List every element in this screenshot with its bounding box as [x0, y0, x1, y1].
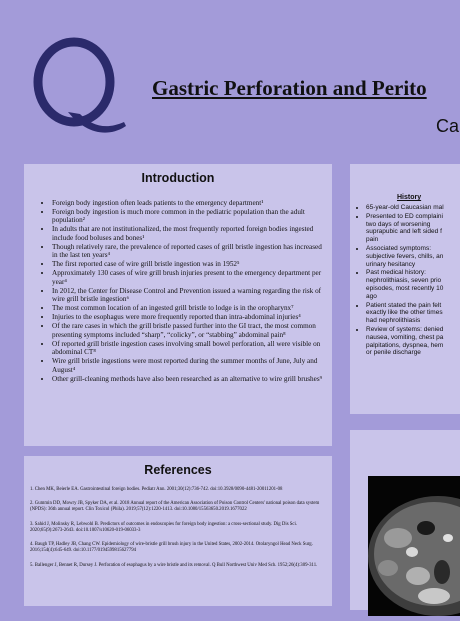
ct-scan-image — [368, 476, 460, 616]
list-item: • Foreign body ingestion is much more common in the pediatric population than the adult population² — [52, 208, 326, 225]
list-item: • Injuries to the esophagus were more frequently reported than intra-abdominal injuries⁴ — [52, 313, 326, 321]
references-list — [30, 487, 326, 569]
list-item: • The first reported case of wire grill bristle ingestion was in 1952⁵ — [52, 260, 326, 268]
q-logo-icon — [28, 34, 128, 144]
introduction-title: Introduction — [141, 171, 215, 185]
reference-item: 2. Gummin DD, Mowry JB, Spyker DA, et al. 2018 Annual report of the American Association of Poison Control Centers' national poison data system (NPDS): 36th annual report. Clin Toxicol (Phila). 2019;57(12):1220-1413. doi:10.1080/15563650.2019.1677022 — [30, 501, 320, 513]
reference-item: 5. Ballenger J, Bennet R, Dursey J. Perforation of esophagus by a wire bristle and its removal. Q Bull Northwest Univ Med Sch. 1952;26(4):309-311. — [30, 562, 318, 568]
introduction-list — [42, 199, 326, 383]
list-item: • Foreign body ingestion often leads patients to the emergency department¹ — [52, 199, 326, 207]
poster-header — [0, 0, 460, 150]
list-item: • Of reported grill bristle ingestion cases involving small bowel perforation, all were visible on abdominal CT⁸ — [52, 340, 326, 357]
list-item: • Though relatively rare, the prevalence of reported cases of grill bristle ingestion has increased in the last ten years⁴ — [52, 243, 326, 260]
list-item: • Approximately 130 cases of wire grill brush injuries present to the emergency department per year⁴ — [52, 269, 326, 286]
list-item: • Patient stated the pain felt exactly like the other times had nephrolithiasis — [366, 302, 460, 325]
reference-item: 1. Chen MK, Beierle EA. Gastrointestinal foreign bodies. Pediatr Ann. 2001;30(12):736-742. doi:10.3928/0090-4481-20011201-08 — [30, 487, 283, 492]
case-presentation-panel — [350, 164, 460, 414]
list-item: • Review of systems: denied nausea, vomiting, chest pa palpitations, dyspnea, hem or penile discharge — [366, 326, 460, 357]
list-item: • Of the rare cases in which the grill bristle passed further into the GI tract, the most common presenting symptoms included “sharp”, “colicky”, or “stabbing” abdominal pain⁸ — [52, 322, 326, 339]
list-item: • In 2012, the Center for Disease Control and Prevention issued a warning regarding the risk of wire grill bristle ingestion⁶ — [52, 287, 326, 304]
imaging-panel — [350, 430, 460, 610]
introduction-panel — [24, 164, 332, 446]
history-heading: History — [397, 194, 422, 201]
list-item: • Past medical history: nephrolithiasis, seven prio episodes, most recently 10 ago — [366, 269, 460, 300]
list-item: • 65-year-old Caucasian mal — [366, 204, 460, 212]
list-item: • Other grill-cleaning methods have also been researched as an alternative to wire grill brushes⁹ — [52, 375, 326, 383]
list-item: • Wire grill bristle ingestions were most reported during the summer months of June, July and August⁴ — [52, 357, 326, 374]
history-list — [356, 204, 460, 357]
references-panel — [24, 456, 332, 606]
list-item: • Presented to ED complaini two days of worsening suprapubic and left sided f pain — [366, 213, 460, 244]
poster-author: Ca — [436, 116, 460, 136]
list-item: • In adults that are not institutionalized, the most frequently reported foreign bodies ingested include food boluses and bones¹ — [52, 225, 326, 242]
poster-title: Gastric Perforation and Perito — [152, 76, 427, 100]
list-item: • The most common location of an ingested grill bristle to lodge is in the oropharynx⁷ — [52, 304, 326, 312]
reference-item: 3. Sahid J, Molinsky R, Lebwohl B. Predictors of outcomes in endoscopies for foreign body ingestion: a cross-sectional study. Dig Dis Sci. 2020;65(9):2673-2643. doi:10.1007/s10620-019-06033-3 — [30, 521, 298, 533]
reference-item: 4. Baugh TP, Hadley JB, Chang CW. Epidemiology of wire-bristle grill brush injury in the United States, 2002-2014. Otolaryngol Head Neck Surg. 2016;154(4):645-649. doi:10.1177/0194599815627794 — [30, 542, 313, 554]
list-item: • Associated symptoms: subjective fevers, chills, an urinary hesitancy — [366, 245, 460, 268]
references-title: References — [144, 463, 212, 477]
